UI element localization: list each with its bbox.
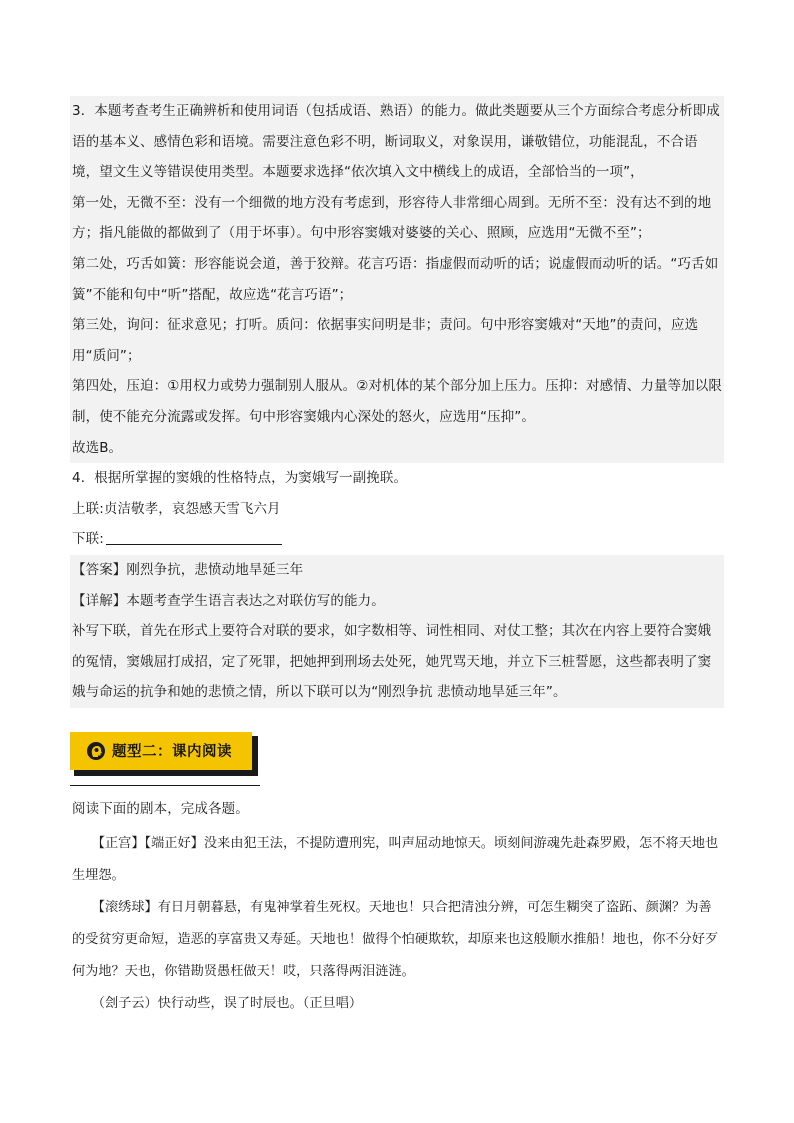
- explanation-block-q3: [70, 96, 724, 463]
- banner-underline: [70, 785, 260, 786]
- explanation-paragraph: 故选B。: [72, 439, 123, 456]
- script-line: 【正宫】【端正好】没来由犯王法，不提防遭刑宪，叫声屈动地惊天。顷刻间游魂先赴森罗殿，怎不将天地也生埋怨。: [72, 836, 719, 884]
- brain-head-icon: [86, 741, 106, 761]
- couplet-upper-line: 上联:贞洁敬孝，哀怨感天雪飞六月: [72, 500, 281, 517]
- detail-body: 补写下联，首先在形式上要符合对联的要求，如字数相等、词性相同、对仗工整；其次在内容上要符合窦娥的冤情，窦娥屈打成招，定了死罪，把她押到刑场去处死，她咒骂天地，并立下三桩誓愿，这些都表明了窦娥与命运的抗争和她的悲愤之情，所以下联可以为“刚烈争抗 悲愤动地旱延三年”。: [72, 623, 712, 701]
- explanation-paragraph: 第三处，询问：征求意见；打听。质问：依据事实问明是非；责问。句中形容窦娥对“天地”的责问，应选用“质问”；: [72, 317, 699, 364]
- question-4: [70, 463, 724, 555]
- question-prompt: 4．根据所掌握的窦娥的性格特点，为窦娥写一副挽联。: [72, 470, 408, 487]
- reading-intro: 阅读下面的剧本，完成各题。: [72, 800, 249, 817]
- explanation-paragraph: 3．本题考查考生正确辨析和使用词语（包括成语、熟语）的能力。做此类题要从三个方面综合考虑分析即成语的基本义、感情色彩和语境。需要注意色彩不明，断词取义，对象误用，谦敬错位，功能混乱，不合语境，望文生义等错误使用类型。本题要求选择“依次填入文中横线上的成语，全部恰当的一项”，: [72, 103, 720, 181]
- script-line: 【滚绣球】有日月朝暮悬，有鬼神掌着生死权。天地也！只合把清浊分辨，可怎生糊突了盗跖、颜渊？为善的受贫穷更命短，造恶的享富贵又寿延。天地也！做得个怕硬欺软，却原来也这般顺水推船！地也，你不分好歹何为地？天也，你错勘贤愚枉做天！哎，只落得两泪涟涟。: [72, 900, 719, 980]
- script-line: （刽子云）快行动些，误了时辰也。（正旦唱）: [72, 996, 363, 1012]
- answer-blank: [106, 530, 282, 545]
- couplet-lower-label: 下联:: [72, 531, 104, 548]
- banner-box: [70, 732, 252, 770]
- section-banner: [70, 728, 724, 784]
- document-page: [70, 96, 724, 1020]
- explanation-paragraph: 第二处，巧舌如簧：形容能说会道，善于狡辩。花言巧语：指虚假而动听的话；说虚假而动听的话。“巧舌如簧”不能和句中“听”搭配，故应选“花言巧语”；: [72, 255, 719, 303]
- answer-block-q4: [70, 555, 724, 708]
- couplet-lower-line: [70, 524, 724, 555]
- banner-label: 题型二：课内阅读: [112, 744, 232, 761]
- answer-text: 【答案】刚烈争抗，悲愤动地旱延三年: [72, 561, 304, 578]
- explanation-paragraph: 第一处，无微不至：没有一个细微的地方没有考虑到，形容待人非常细心周到。无所不至：没有达不到的地方；指凡能做的都做到了（用于坏事）。句中形容窦娥对婆婆的关心、照顾，应选用“无微不至”；: [72, 194, 712, 242]
- detail-title: 【详解】本题考查学生语言表达之对联仿写的能力。: [72, 592, 385, 609]
- explanation-paragraph: 第四处，压迫：①用权力或势力强制别人服从。②对机体的某个部分加上压力。压抑：对感情、力量等加以限制，使不能充分流露或发挥。句中形容窦娥内心深处的怒火，应选用“压抑”。: [72, 378, 723, 425]
